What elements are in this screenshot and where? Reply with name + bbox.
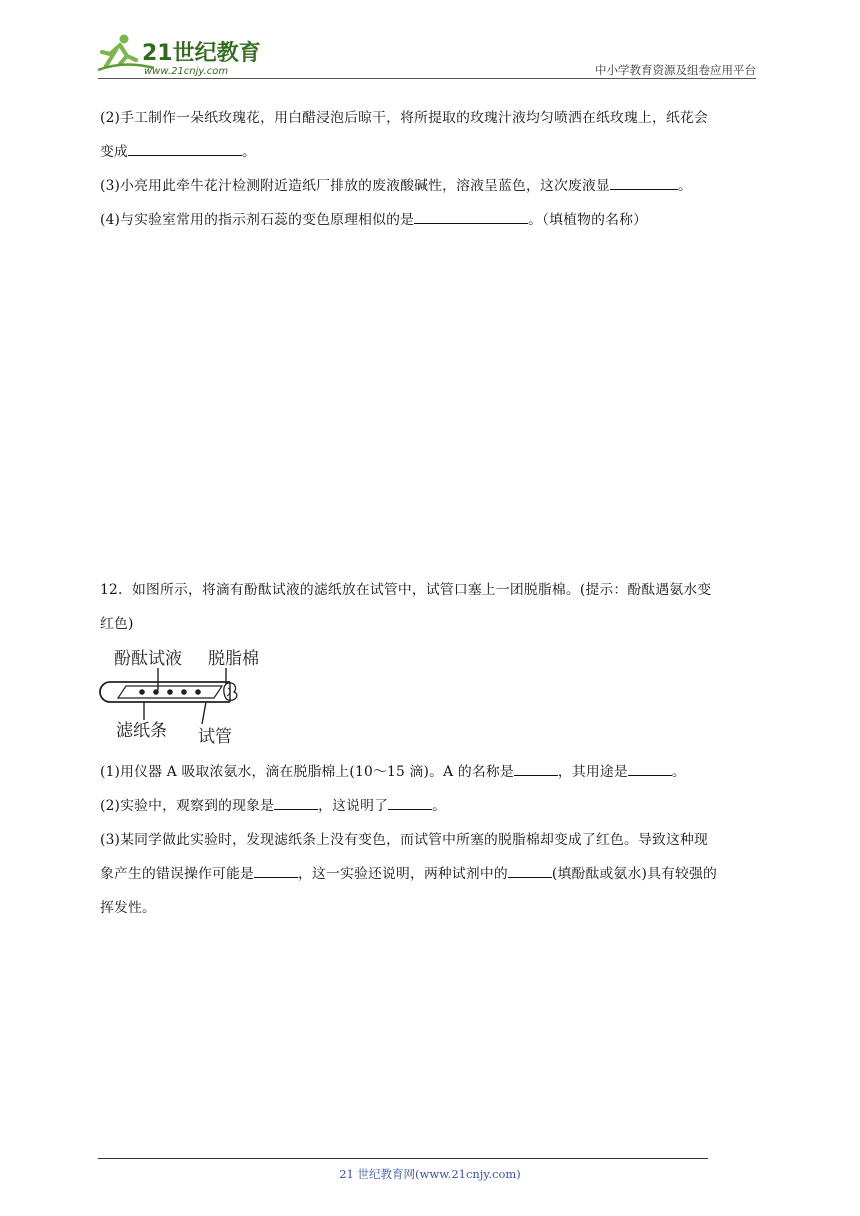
q12-part3-line2 — [100, 862, 717, 882]
filter-paper-strip — [118, 686, 222, 698]
site-logo — [94, 30, 264, 80]
q11-part4 — [100, 208, 647, 228]
q12-part3-line3: 挥发性。 — [100, 900, 156, 916]
label-test-tube: 试管 — [198, 727, 232, 746]
answer-blank — [610, 175, 678, 190]
q12-part2 — [100, 794, 446, 814]
logo-main-text: 21世纪教育 — [142, 41, 261, 66]
q12-part3-line1: (3)某同学做此实验时，发现滤纸条上没有变色，而试管中所塞的脱脂棉却变成了红色。导致这种现 — [100, 832, 709, 848]
q11-part4-end: 。（填植物的名称） — [528, 212, 648, 228]
footer-site-text: 21 世纪教育网(www.21cnjy.com) — [339, 1167, 521, 1181]
q12-part3-text: 象产生的错误操作可能是 — [100, 866, 254, 882]
q12-part2-end: 。 — [432, 798, 447, 814]
q12-part3-end: (填酚酞或氨水)具有较强的 — [551, 866, 718, 882]
q11-part2-line1: (2)手工制作一朵纸玫瑰花，用白醋浸泡后晾干，将所提取的玫瑰汁液均匀喷洒在纸玫瑰上，纸花会 — [100, 110, 709, 126]
answer-blank — [388, 795, 432, 810]
q12-stem-line1: 12．如图所示，将滴有酚酞试液的滤纸放在试管中，试管口塞上一团脱脂棉。(提示：酚酞遇氨水变 — [100, 582, 712, 598]
header-platform-text: 中小学教育资源及组卷应用平台 — [595, 63, 756, 77]
label-phenolphthalein: 酚酞试液 — [114, 649, 182, 669]
answer-blank — [514, 761, 558, 776]
q11-part2-line2 — [100, 140, 256, 160]
answer-blank — [628, 761, 672, 776]
label-cotton: 脱脂棉 — [208, 649, 259, 669]
q11-part2-end: 。 — [242, 144, 256, 160]
q12-part1-end: 。 — [671, 764, 686, 780]
header-divider — [98, 78, 756, 79]
answer-blank — [274, 795, 318, 810]
q12-part1-text: (1)用仪器 A 吸取浓氨水，滴在脱脂棉上(10～15 滴)。A 的名称是 — [100, 764, 514, 780]
answer-blank — [254, 863, 298, 878]
test-tube-shape — [100, 682, 230, 702]
label-filter-paper: 滤纸条 — [116, 721, 167, 741]
q11-part4-text: (4)与实验室常用的指示剂石蕊的变色原理相似的是 — [100, 212, 415, 228]
q12-part1-mid: ，其用途是 — [557, 764, 628, 780]
q11-part3-text: (3)小亮用此牵牛花汁检测附近造纸厂排放的废液酸碱性，溶液呈蓝色，这次废液显 — [100, 178, 611, 194]
footer-divider — [98, 1158, 708, 1159]
q12-part2-text: (2)实验中，观察到的现象是 — [100, 798, 275, 814]
q12-part2-mid: ，这说明了 — [318, 798, 389, 814]
answer-blank — [128, 141, 242, 156]
q11-part3-end: 。 — [678, 178, 693, 194]
q12-part3-mid: ，这一实验还说明，两种试剂中的 — [297, 866, 508, 882]
logo-url-text: www.21cnjy.com — [144, 66, 229, 77]
answer-blank — [414, 209, 528, 224]
q12-stem-line2: 红色) — [100, 616, 134, 632]
q12-part1 — [100, 760, 686, 780]
answer-blank — [508, 863, 552, 878]
q11-part3 — [100, 174, 692, 194]
q11-part2-text: 变成 — [100, 144, 128, 160]
test-tube-figure — [98, 644, 273, 746]
